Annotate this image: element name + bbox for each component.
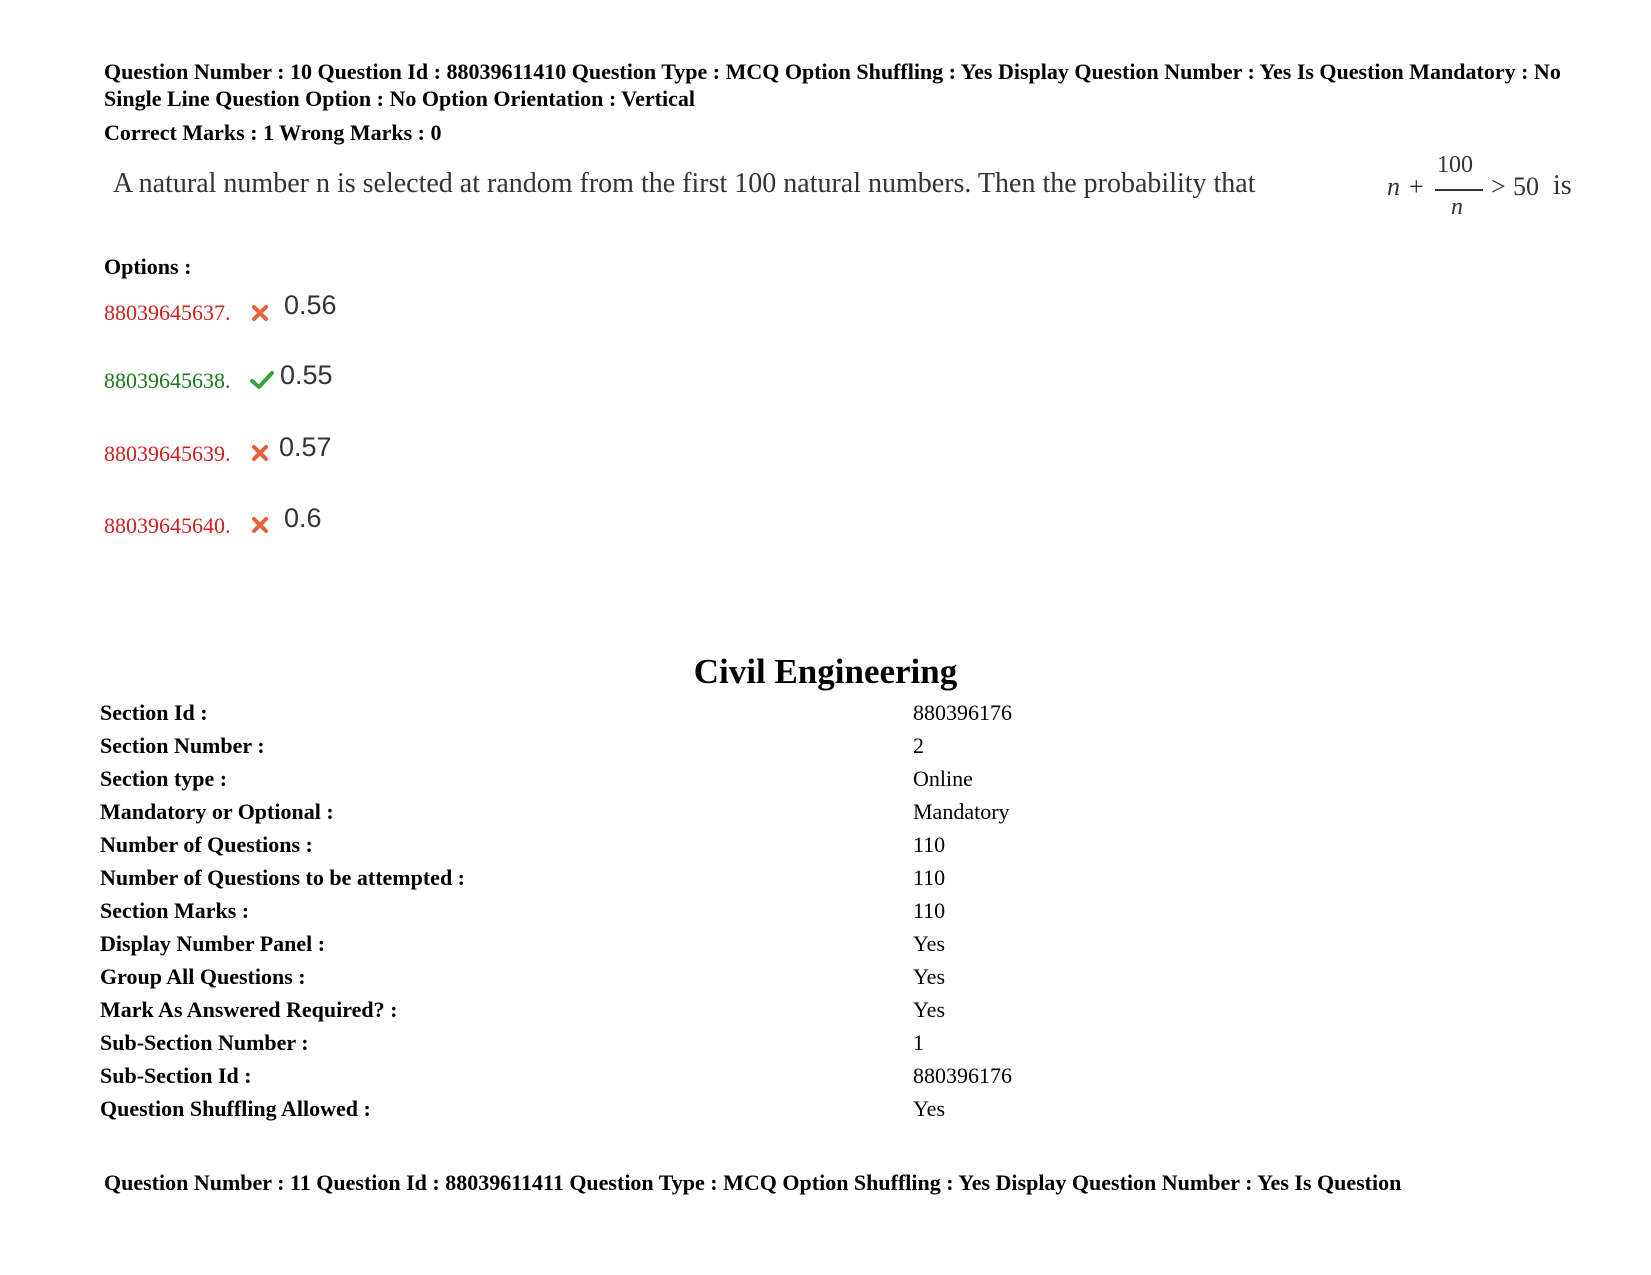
formula-denominator: n: [1451, 194, 1463, 220]
info-value: 110: [913, 865, 946, 890]
option-id: 88039645637.: [104, 300, 231, 325]
option-value: 0.55: [280, 360, 333, 390]
cross-icon: [250, 303, 270, 323]
cross-icon: [250, 443, 270, 463]
question-text-block: [113, 152, 1593, 232]
option-value: 0.56: [284, 290, 337, 320]
info-value: Yes: [913, 997, 946, 1022]
info-label: Group All Questions :: [100, 964, 306, 989]
option-value: 0.57: [279, 432, 332, 462]
info-value: 1: [913, 1030, 924, 1055]
info-label: Sub-Section Number :: [100, 1030, 309, 1055]
formula-plus: +: [1409, 172, 1424, 201]
formula-value: 50: [1513, 172, 1539, 201]
formula-numerator: 100: [1437, 152, 1473, 178]
info-label: Mandatory or Optional :: [100, 799, 334, 824]
info-label: Mark As Answered Required? :: [100, 997, 398, 1022]
question-marks: Correct Marks : 1 Wrong Marks : 0: [104, 120, 442, 145]
info-value: 110: [913, 898, 946, 923]
option-id: 88039645638.: [104, 368, 231, 393]
info-label: Section type :: [100, 766, 228, 791]
question-meta: Question Number : 10 Question Id : 88039611410 Question Type : MCQ Option Shuffling : Yes Display Question Number : Yes Is Question Mandatory : No Single Line Question Option : No Option Orientation : Vertical: [104, 59, 1561, 111]
cross-icon: [250, 515, 270, 535]
question-text: A natural number n is selected at random from the first 100 natural numbers. Then the probability that: [113, 168, 1256, 199]
check-icon: [250, 370, 274, 390]
info-value: Yes: [913, 931, 946, 956]
section-title: Civil Engineering: [693, 652, 958, 691]
info-value: 880396176: [913, 1063, 1012, 1088]
formula-greater-than: >: [1491, 172, 1506, 201]
options-label: Options :: [104, 254, 192, 279]
option-value: 0.6: [284, 503, 322, 533]
info-value: 880396176: [913, 700, 1012, 725]
info-value: 110: [913, 832, 946, 857]
info-label: Section Number :: [100, 733, 265, 758]
next-question-meta: Question Number : 11 Question Id : 88039611411 Question Type : MCQ Option Shuffling : Yes Display Question Number : Yes Is Question: [104, 1170, 1402, 1195]
info-value: 2: [913, 733, 924, 758]
option-id: 88039645640.: [104, 513, 231, 538]
info-label: Sub-Section Id :: [100, 1063, 252, 1088]
info-label: Section Marks :: [100, 898, 250, 923]
info-label: Display Number Panel :: [100, 931, 326, 956]
info-value: Online: [913, 766, 973, 791]
info-value: Mandatory: [913, 799, 1010, 824]
question-suffix: is: [1553, 170, 1572, 201]
option-id: 88039645639.: [104, 441, 231, 466]
info-label: Section Id :: [100, 700, 208, 725]
info-label: Number of Questions to be attempted :: [100, 865, 466, 890]
info-label: Number of Questions :: [100, 832, 313, 857]
info-label: Question Shuffling Allowed :: [100, 1096, 371, 1121]
formula-variable: n: [1387, 172, 1400, 201]
fraction-bar: [1435, 189, 1483, 191]
info-value: Yes: [913, 1096, 946, 1121]
info-value: Yes: [913, 964, 946, 989]
